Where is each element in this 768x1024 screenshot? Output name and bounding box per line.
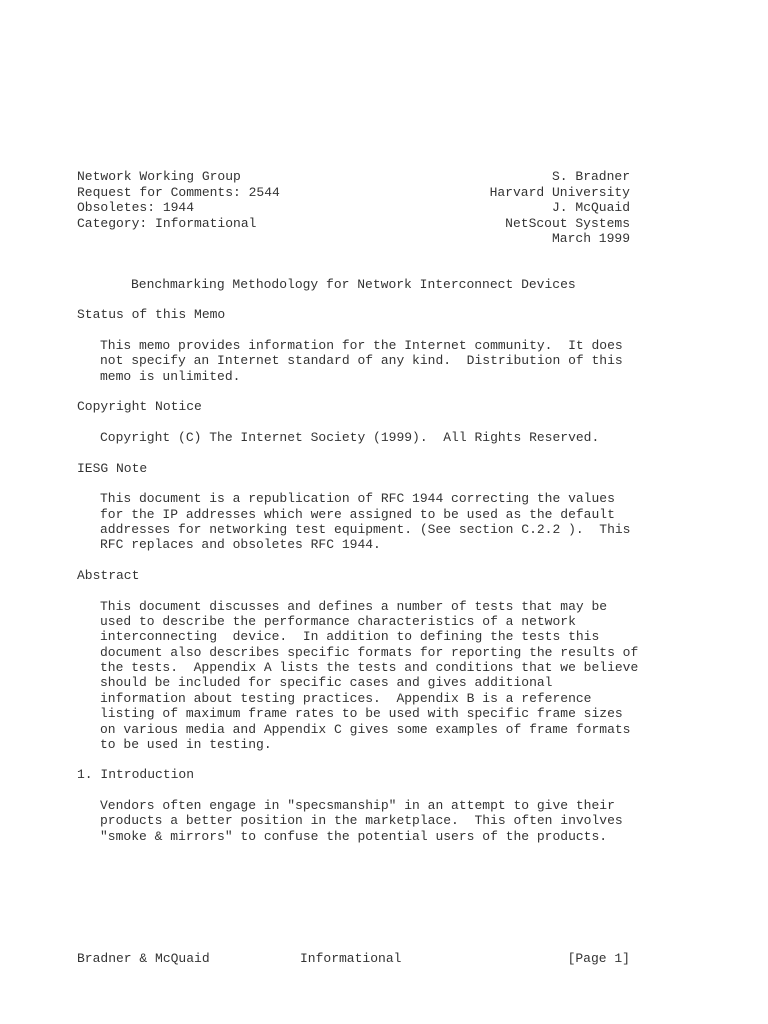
abstract-line: to be used in testing.: [100, 737, 272, 752]
header-working-group: Network Working Group: [77, 169, 241, 184]
header-author-1: S. Bradner: [551, 169, 630, 184]
footer-category: Informational: [300, 951, 402, 966]
copyright-line: Copyright (C) The Internet Society (1999). All Rights Reserved.: [100, 430, 600, 445]
introduction-line: "smoke & mirrors" to confuse the potential users of the products.: [100, 829, 608, 844]
abstract-line: used to describe the performance characteristics of a network: [100, 614, 576, 629]
header-category: Category: Informational: [77, 216, 257, 231]
document-title: Benchmarking Methodology for Network Interconnect Devices: [131, 277, 576, 292]
abstract-line: should be included for specific cases and gives additional: [100, 675, 553, 690]
abstract-line: on various media and Appendix C gives some examples of frame formats: [100, 722, 631, 737]
introduction-line: products a better position in the marketplace. This often involves: [100, 813, 623, 828]
status-line: not specify an Internet standard of any kind. Distribution of this: [100, 353, 623, 368]
footer-page-number: [Page 1]: [567, 951, 630, 966]
section-heading-status: Status of this Memo: [77, 307, 226, 322]
iesg-line: This document is a republication of RFC 1944 correcting the values: [100, 491, 615, 506]
header-rfc-number: Request for Comments: 2544: [77, 185, 280, 200]
status-line: This memo provides information for the Internet community. It does: [100, 338, 623, 353]
abstract-line: information about testing practices. Appendix B is a reference: [100, 691, 592, 706]
iesg-line: RFC replaces and obsoletes RFC 1944.: [100, 537, 381, 552]
footer-authors: Bradner & McQuaid: [77, 951, 210, 966]
status-line: memo is unlimited.: [100, 369, 241, 384]
iesg-line: addresses for networking test equipment. (See section C.2.2 ). This: [100, 522, 631, 537]
abstract-line: interconnecting device. In addition to defining the tests this: [100, 629, 600, 644]
section-heading-iesg: IESG Note: [77, 461, 148, 476]
header-affiliation-1: Harvard University: [489, 185, 630, 200]
section-heading-introduction: 1. Introduction: [77, 767, 195, 782]
header-author-2: J. McQuaid: [551, 200, 630, 215]
section-heading-copyright: Copyright Notice: [77, 399, 202, 414]
abstract-line: the tests. Appendix A lists the tests and conditions that we believe: [100, 660, 639, 675]
header-obsoletes: Obsoletes: 1944: [77, 200, 195, 215]
introduction-line: Vendors often engage in "specsmanship" in an attempt to give their: [100, 798, 615, 813]
header-date: March 1999: [551, 231, 630, 246]
iesg-line: for the IP addresses which were assigned to be used as the default: [100, 507, 615, 522]
abstract-line: document also describes specific formats for reporting the results of: [100, 645, 639, 660]
header-affiliation-2: NetScout Systems: [505, 216, 630, 231]
abstract-line: This document discusses and defines a number of tests that may be: [100, 599, 608, 614]
section-heading-abstract: Abstract: [77, 568, 140, 583]
abstract-line: listing of maximum frame rates to be used with specific frame sizes: [100, 706, 623, 721]
